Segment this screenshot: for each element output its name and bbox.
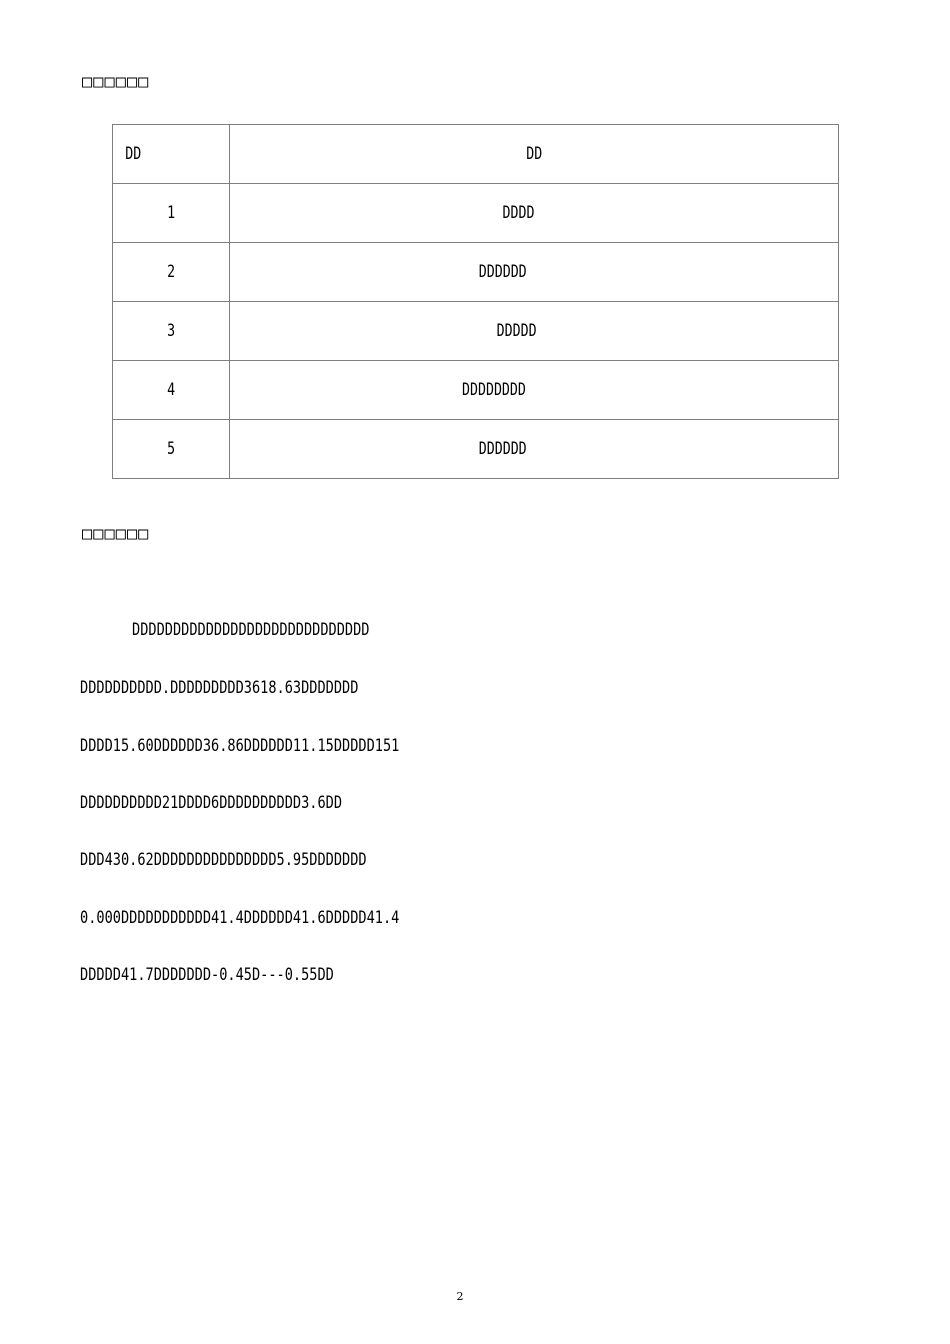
table-header-row	[113, 125, 839, 184]
table-header-cell: DD	[113, 125, 230, 184]
table-row	[113, 420, 839, 479]
table-cell-name: DDDDDD	[230, 243, 839, 302]
table-cell-name: DDDDDDDD	[230, 361, 839, 420]
table-header-cell: DD	[230, 125, 839, 184]
table-cell-number: 4	[113, 361, 230, 420]
data-table	[112, 124, 839, 479]
table-row	[113, 361, 839, 420]
table-cell-number: 5	[113, 420, 230, 479]
paragraph-line: DDD430.62DDDDDDDDDDDDDDD5.95DDDDDDD	[80, 850, 367, 870]
section-heading-1: □□□□□□	[82, 72, 150, 92]
paragraph-line: DDDDDDDDDD.DDDDDDDDD3618.63DDDDDDD	[80, 678, 359, 698]
paragraph-line: 0.000DDDDDDDDDDD41.4DDDDDD41.6DDDDD41.4	[80, 908, 400, 928]
paragraph-line: DDDD15.60DDDDDD36.86DDDDDD11.15DDDDD151	[80, 736, 400, 756]
page-number: 2	[456, 1290, 464, 1303]
paragraph-line: DDDDDDDDDDDDDDDDDDDDDDDDDDDDD	[132, 620, 370, 640]
table-row	[113, 302, 839, 361]
table-row	[113, 184, 839, 243]
section-heading-2: □□□□□□	[82, 524, 150, 544]
table-row	[113, 243, 839, 302]
table-cell-name: DDDDD	[230, 302, 839, 361]
table-cell-name: DDDDDD	[230, 420, 839, 479]
table-cell-number: 1	[113, 184, 230, 243]
table-cell-number: 3	[113, 302, 230, 361]
paragraph-line: DDDDD41.7DDDDDDD-0.45D---0.55DD	[80, 965, 334, 985]
paragraph-line: DDDDDDDDDD21DDDD6DDDDDDDDDD3.6DD	[80, 793, 343, 813]
table-cell-number: 2	[113, 243, 230, 302]
table-cell-name: DDDD	[230, 184, 839, 243]
